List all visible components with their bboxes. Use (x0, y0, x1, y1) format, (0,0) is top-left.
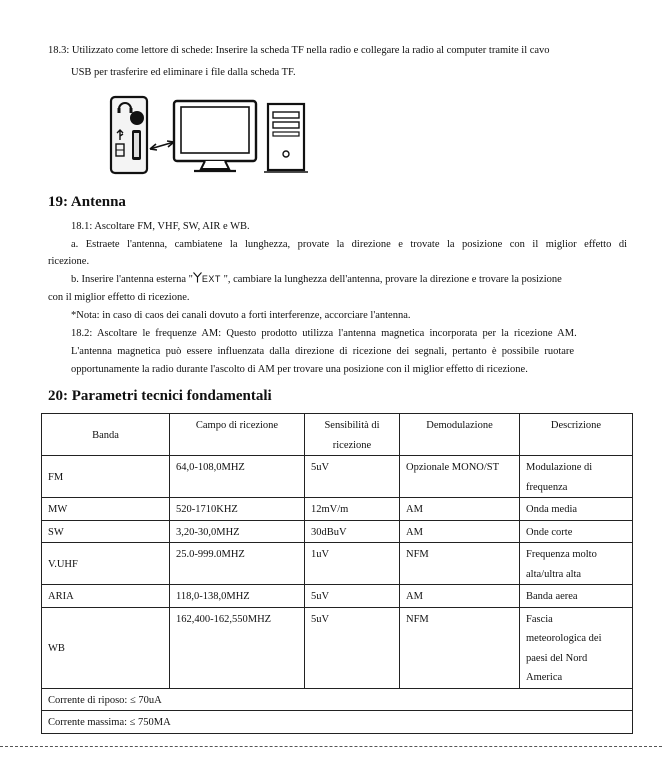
table-row (42, 520, 633, 543)
section-19-p18-1: 18.1: Ascoltare FM, VHF, SW, AIR e WB. (71, 221, 250, 232)
double-arrow-icon (150, 141, 174, 150)
header-band: Banda (42, 414, 170, 456)
sensitivity-cell: 12mV/m (305, 498, 400, 521)
table-header-row (42, 414, 633, 456)
section-19-title: 19: Antenna (48, 194, 126, 210)
table-row-max-current (42, 711, 633, 734)
demodulation-cell: NFM (400, 607, 520, 688)
section-19-p18-2-line3: opportunamente la radio durante l'ascolto di AM per trovare una posizione con il miglior effetto di ricezione. (71, 364, 528, 375)
range-cell: 118,0-138,0MHZ (170, 585, 305, 608)
header-sensitivity-line1: Sensibilità di (324, 420, 380, 431)
table-row (42, 498, 633, 521)
range-cell: 162,400-162,550MHZ (170, 607, 305, 688)
band-cell: V.UHF (42, 543, 170, 585)
item-b-line1 (71, 271, 627, 288)
header-sensitivity (305, 414, 400, 456)
description-line: paesi del Nord (526, 652, 588, 664)
computer-tower-icon (264, 104, 308, 172)
item-b-after: ", cambiare la lunghezza dell'antenna, provare la direzione e trovare la posizione (220, 274, 562, 285)
spec-table (41, 413, 633, 734)
description-line: alta/ultra alta (526, 568, 582, 580)
band-cell: ARIA (42, 585, 170, 608)
band-cell: MW (42, 498, 170, 521)
max-current-cell: Corrente massima: ≤ 750MA (42, 711, 633, 734)
description-cell (520, 543, 633, 585)
description-line: frequenza (526, 481, 568, 493)
idle-current-cell: Corrente di riposo: ≤ 70uA (42, 688, 633, 711)
demodulation-cell: NFM (400, 543, 520, 585)
range-cell: 3,20-30,0MHZ (170, 520, 305, 543)
sensitivity-cell: 5uV (305, 585, 400, 608)
band-cell: FM (42, 456, 170, 498)
description-cell: Banda aerea (520, 585, 633, 608)
range-cell: 25.0-999.0MHZ (170, 543, 305, 585)
section-18-3-line2: USB per trasferire ed eliminare i file dalla scheda TF. (71, 67, 296, 78)
sensitivity-cell: 30dBuV (305, 520, 400, 543)
demodulation-cell: AM (400, 520, 520, 543)
section-19-note: *Nota: in caso di caos dei canali dovuto a forti interferenze, accorciare l'antenna. (71, 310, 411, 321)
demodulation-cell: AM (400, 585, 520, 608)
section-18-3-line1: 18.3: Utilizzato come lettore di schede: Inserire la scheda TF nella radio e collegare la radio al computer tramite il cavo (48, 45, 550, 56)
description-cell (520, 607, 633, 688)
item-a-line2: ricezione. (48, 256, 90, 267)
description-cell: Onda media (520, 498, 633, 521)
range-cell: 520-1710KHZ (170, 498, 305, 521)
sensitivity-cell: 5uV (305, 607, 400, 688)
monitor-icon (174, 101, 256, 171)
section-20-title: 20: Parametri tecnici fondamentali (48, 388, 272, 404)
radio-device-icon (111, 97, 147, 173)
page-bottom-divider (0, 746, 662, 747)
table-row (42, 543, 633, 585)
description-line: meteorologica dei (526, 633, 602, 644)
section-19-p18-2-line2: L'antenna magnetica può essere influenzata dalla direzione di ricezione dei segnali, pertanto è possibile ruotare (71, 346, 575, 357)
table-row (42, 585, 633, 608)
table-row (42, 607, 633, 688)
demodulation-cell: AM (400, 498, 520, 521)
demodulation-cell: Opzionale MONO/ST (400, 456, 520, 498)
section-19-p18-2-line1: 18.2: Ascoltare le frequenze AM: Questo prodotto utilizza l'antenna magnetica incorporata per la ricezione AM. (71, 328, 577, 339)
table-row-idle-current (42, 688, 633, 711)
description-cell: Onde corte (520, 520, 633, 543)
external-antenna-label: EXT (201, 274, 221, 284)
band-cell: SW (42, 520, 170, 543)
sensitivity-cell: 5uV (305, 456, 400, 498)
description-line: Frequenza molto (526, 549, 597, 560)
table-row (42, 456, 633, 498)
description-line: Modulazione di (526, 462, 593, 473)
sensitivity-cell: 1uV (305, 543, 400, 585)
band-cell: WB (42, 607, 170, 688)
item-a-line1: a. Estraete l'antenna, cambiatene la lunghezza, provate la direzione e trovate la posizione con il miglior effetto di (71, 239, 627, 250)
header-range: Campo di ricezione (170, 414, 305, 456)
item-b-before: b. Inserire l'antenna esterna " (71, 274, 193, 285)
description-line: Fascia (526, 613, 553, 625)
description-cell (520, 456, 633, 498)
range-cell: 64,0-108,0MHZ (170, 456, 305, 498)
description-line: America (526, 672, 563, 683)
header-sensitivity-line2: ricezione (332, 439, 372, 451)
external-antenna-icon (193, 271, 221, 288)
radio-computer-illustration (108, 94, 378, 178)
header-demodulation: Demodulazione (400, 414, 520, 456)
item-b-line2: con il miglior effetto di ricezione. (48, 292, 190, 303)
header-description: Descrizione (520, 414, 633, 456)
